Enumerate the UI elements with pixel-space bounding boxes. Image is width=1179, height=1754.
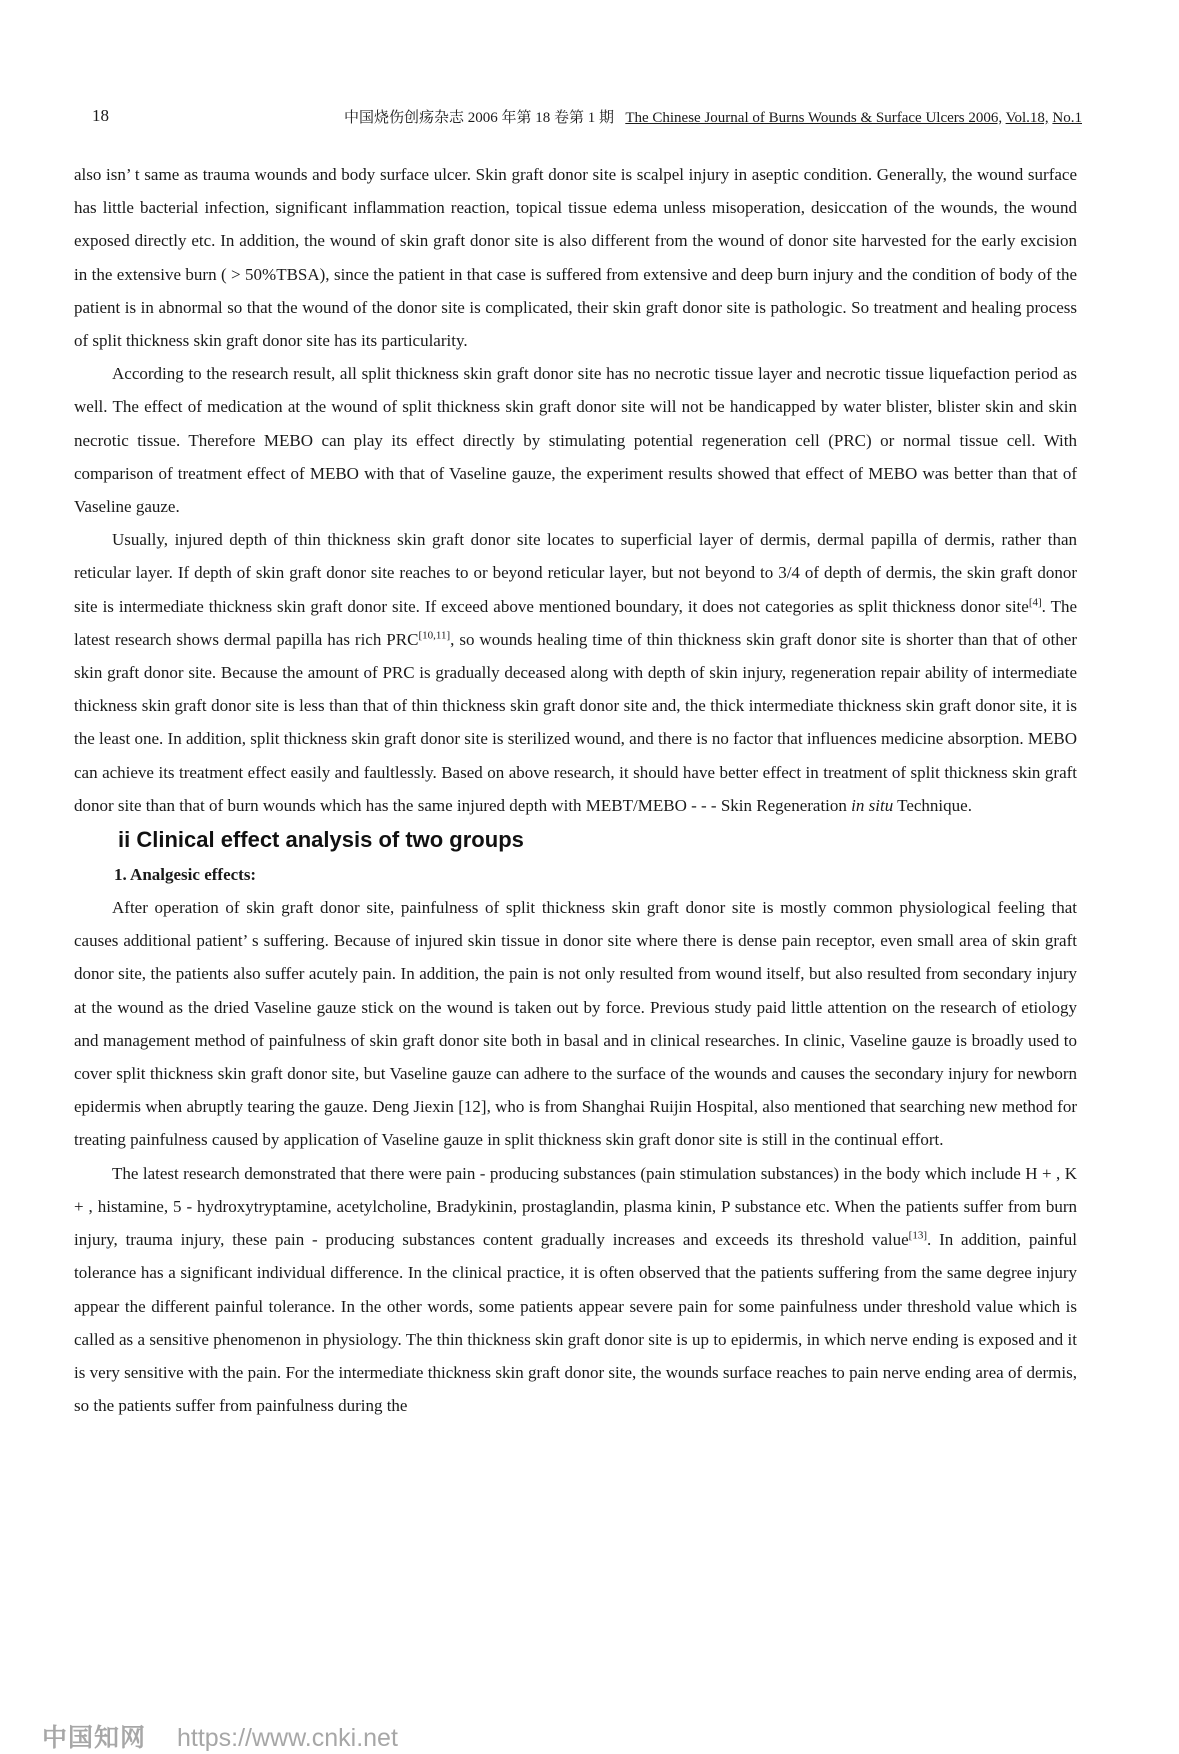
journal-name-cn: 中国烧伤创疡杂志 2006 年第 18 卷第 1 期 <box>344 110 615 126</box>
text-run: Usually, injured depth of thin thickness skin graft donor site locates to superficial layer of dermis, dermal papilla of dermis, rather than reticular layer. If depth of skin graft donor site reaches to or beyond reticular layer, but not beyond to 3/4 of depth of dermis, the skin graft donor site is intermediate thickness skin graft donor site. If exceed above mentioned boundary, it does not categories as split thickness donor site <box>74 530 1077 616</box>
italic-term: in situ <box>851 795 894 815</box>
text-run: The latest research demonstrated that there were pain - producing substances (pain stimulation substances) in the body which include H + , K + , histamine, 5 - hydroxytryptamine, acetylcholine, Bradykinin, prostaglandin, plasma kinin, P substance etc. When the patients suffer from burn injury, trauma injury, these pain - producing substances content gradually increases and exceeds its threshold value <box>74 1163 1077 1250</box>
journal-volume: Vol.18, <box>1005 110 1049 126</box>
cnki-logo: 中国知网 <box>42 1724 147 1752</box>
text-run: . In addition, painful tolerance has a significant individual difference. In the clinical practice, it is often observed that the patients suffering from the same degree injury appear the different painful tolerance. In the other words, some patients appear severe pain for some painfulness under threshold value which is called as a sensitive phenomenon in physiology. The thin thickness skin graft donor site is up to epidermis, in which nerve ending is exposed and it is very sensitive with the pain. For the intermediate thickness skin graft donor site, the wounds surface reaches to pain nerve ending area of dermis, so the patients suffer from painfulness during the <box>74 1230 1077 1416</box>
citation-ref: [4] <box>1028 595 1042 608</box>
paragraph-4: After operation of skin graft donor site, painfulness of split thickness skin graft donor site is mostly common physiological feeling that causes additional patient’ s suffering. Because of injured skin tissue in donor site where there is dense pain receptor, even small area of skin graft donor site, the patients also suffer acutely pain. In addition, the pain is not only resulted from wound itself, but also resulted from secondary injury at the wound as the dried Vaseline gauze stick on the wound is taken out by force. Previous study paid little attention on the research of etiology and management method of painfulness of skin graft donor site both in basal and in clinical researches. In clinic, Vaseline gauze is broadly used to cover split thickness skin graft donor site, but Vaseline gauze can adhere to the surface of the wounds and causes the secondary injury for newborn epidermis when abruptly tearing the gauze. Deng Jiexin [12], who is from Shanghai Ruijin Hospital, also mentioned that searching new method for treating painfulness caused by application of Vaseline gauze in split thickness skin graft donor site is still in the continual effort. <box>74 898 1077 1150</box>
subsection-heading: 1. Analgesic effects: <box>114 865 257 885</box>
body-text <box>74 158 1077 1422</box>
text-run: Technique. <box>893 795 972 815</box>
text-run: , so wounds healing time of thin thickness skin graft donor site is shorter than that of other skin graft donor site. Because the amount of PRC is gradually deceased along with depth of skin injury, regeneration repair ability of intermediate thickness skin graft donor site is less than that of thin thickness skin graft donor site and, the thick intermediate thickness skin graft donor site, it is the least one. In addition, split thickness skin graft donor site is sterilized wound, and there is no factor that influences medicine absorption. MEBO can achieve its treatment effect easily and faultlessly. Based on above research, it should have better effect in treatment of split thickness skin graft donor site than that of burn wounds which has the same injured depth with MEBT/MEBO - - - Skin Regeneration <box>74 629 1078 815</box>
paragraph-3 <box>74 523 1077 822</box>
cnki-url: https://www.cnki.net <box>176 1724 398 1752</box>
citation-ref: [13] <box>908 1229 927 1242</box>
paragraph-5 <box>74 1157 1077 1423</box>
text-run: . The latest research shows dermal papilla has rich PRC <box>74 596 1077 649</box>
citation-ref: [10,11] <box>418 629 451 642</box>
journal-name-en: The Chinese Journal of Burns Wounds & Surface Ulcers 2006, <box>625 110 1003 126</box>
page-number: 18 <box>92 106 109 125</box>
journal-citation <box>344 106 1082 127</box>
paragraph-1: also isn’ t same as trauma wounds and body surface ulcer. Skin graft donor site is scalpel injury in aseptic condition. Generally, the wound surface has little bacterial infection, significant inflammation reaction, topical tissue edema unless misoperation, desiccation of the wounds, the wound exposed directly etc. In addition, the wound of skin graft donor site is also different from the wound of donor site harvested for the early excision in the extensive burn ( > 50%TBSA), since the patient in that case is suffered from extensive and deep burn injury and the condition of body of the patient is in abnormal so that the wound of the donor site is complicated, their skin graft donor site is pathologic. So treatment and healing process of split thickness skin graft donor site has its particularity. <box>74 165 1077 351</box>
journal-issue: No.1 <box>1052 110 1082 126</box>
running-header <box>92 106 1082 134</box>
paragraph-2: According to the research result, all split thickness skin graft donor site has no necrotic tissue layer and necrotic tissue liquefaction period as well. The effect of medication at the wound of split thickness skin graft donor site will not be handicapped by water blister, blister skin and skin necrotic tissue. Therefore MEBO can play its effect directly by stimulating potential regeneration cell (PRC) or normal tissue cell. With comparison of treatment effect of MEBO with that of Vaseline gauze, the experiment results showed that effect of MEBO was better than that of Vaseline gauze. <box>74 364 1077 517</box>
section-heading: ii Clinical effect analysis of two groups <box>118 827 524 853</box>
